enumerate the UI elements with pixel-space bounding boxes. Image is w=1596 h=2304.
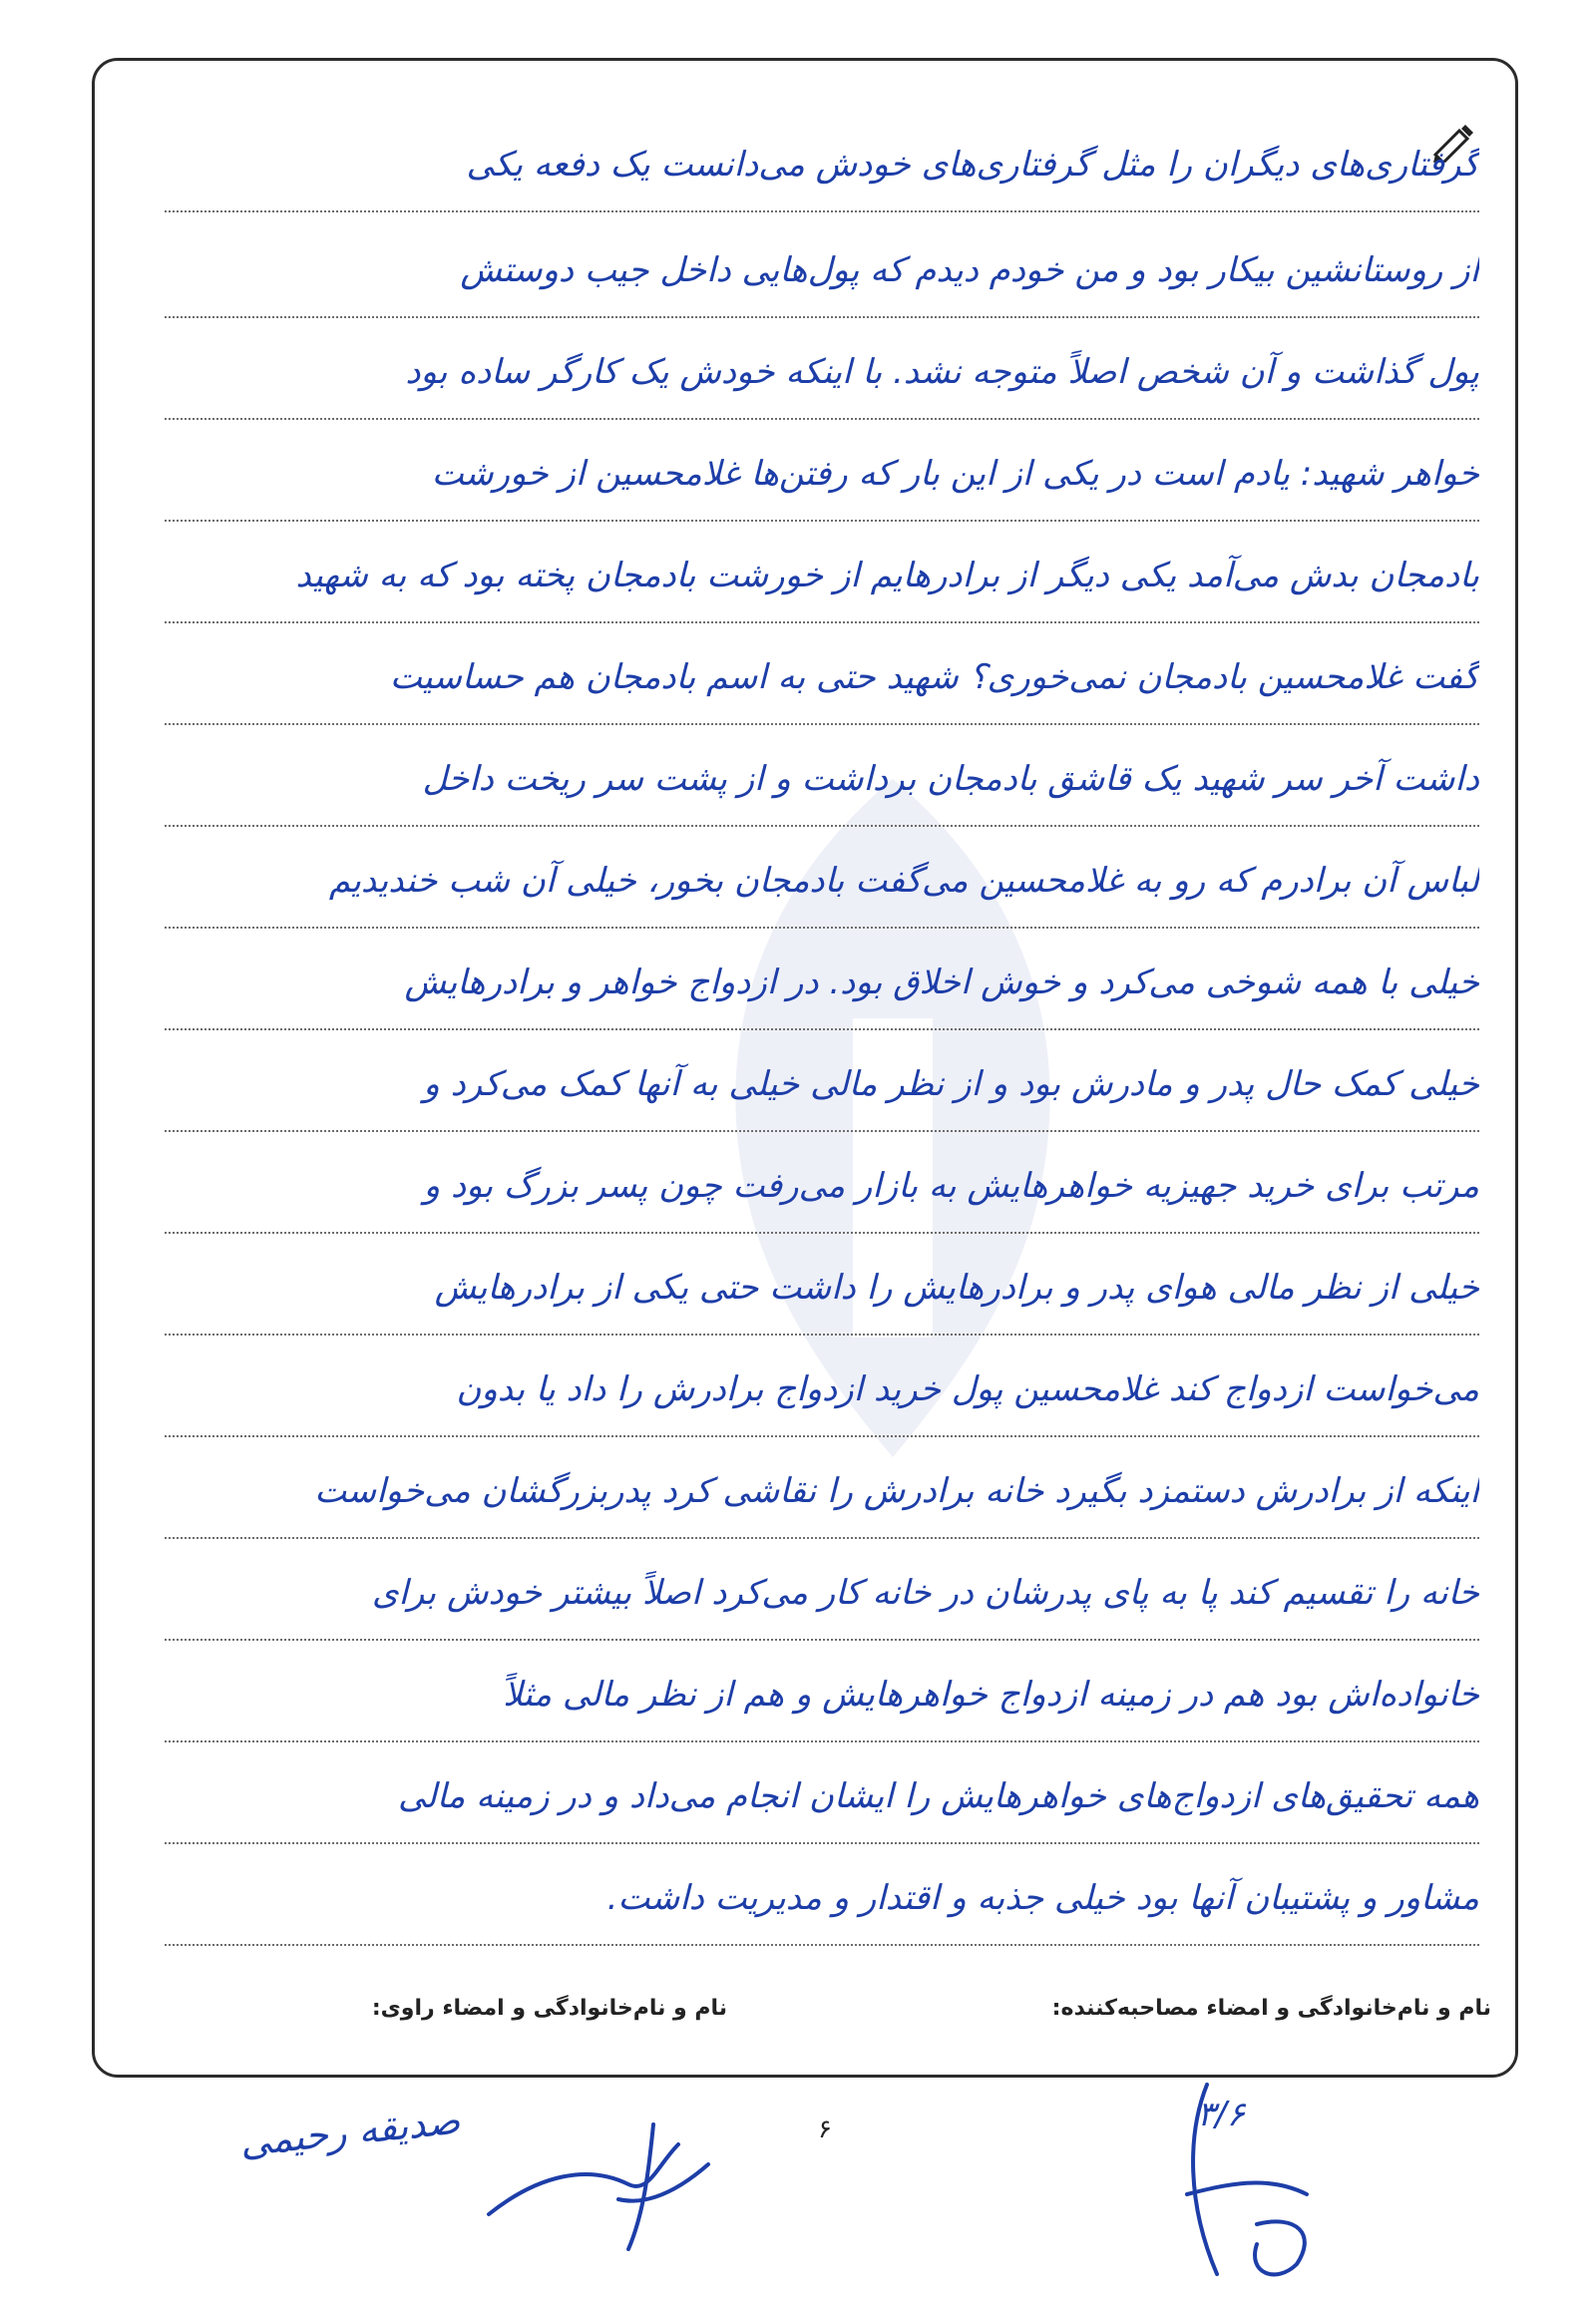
text-line: خانه را تقسیم کند پا به پای پدرشان در خانه کار می‌کرد اصلاً بیشتر خودش برای (165, 1547, 1479, 1641)
text-line: خواهر شهید: یادم است در یکی از این بار که رفتن‌ها غلامحسین از خورشت (165, 428, 1479, 522)
page-number: ۶ (818, 2114, 832, 2144)
text-line: داشت آخر سر شهید یک قاشق بادمجان برداشت و از پشت سر ریخت داخل (165, 733, 1479, 827)
narrator-signature-mark (479, 2105, 738, 2254)
text-line: مشاور و پشتیبان آنها بود خیلی جذبه و اقتدار و مدیریت داشت. (165, 1852, 1479, 1946)
text-line: همه تحقیق‌های ازدواج‌های خواهرهایش را ایشان انجام می‌داد و در زمینه مالی (165, 1750, 1479, 1844)
interviewer-signature-mark (1147, 2075, 1347, 2294)
text-line: مرتب برای خرید جهیزیه خواهرهایش به بازار می‌رفت چون پسر بزرگ بود و (165, 1140, 1479, 1234)
text-line: لباس آن برادرم که رو به غلامحسین می‌گفت بادمجان بخور، خیلی آن شب خندیدیم (165, 835, 1479, 929)
text-line: خیلی از نظر مالی هوای پدر و برادرهایش را داشت حتی یکی از برادرهایش (165, 1242, 1479, 1336)
interviewer-date-note: ۳/۶ (1197, 2095, 1245, 2134)
interviewer-signature-label: نام و نام‌خانوادگی و امضاء مصاحبه‌کننده: (1051, 1996, 1491, 2021)
text-line: بادمجان بدش می‌آمد یکی دیگر از برادرهایم از خورشت بادمجان پخته بود که به شهید (165, 530, 1479, 623)
signature-labels (95, 1996, 1515, 2046)
text-line: اینکه از برادرش دستمزد بگیرد خانه برادرش را نقاشی کرد پدربزرگشان می‌خواست (165, 1445, 1479, 1539)
text-line: خیلی با همه شوخی می‌کرد و خوش اخلاق بود. در ازدواج خواهر و برادرهایش (165, 937, 1479, 1030)
page-frame (92, 58, 1518, 2078)
text-line: می‌خواست ازدواج کند غلامحسین پول خرید ازدواج برادرش را داد یا بدون (165, 1344, 1479, 1437)
text-line: گفت غلامحسین بادمجان نمی‌خوری؟ شهید حتی به اسم بادمجان هم حساسیت (165, 631, 1479, 725)
text-line: خانواده‌اش بود هم در زمینه ازدواج خواهرهایش و هم از نظر مالی مثلاً (165, 1649, 1479, 1742)
text-line: خیلی کمک حال پدر و مادرش بود و از نظر مالی خیلی به آنها کمک می‌کرد و (165, 1038, 1479, 1132)
narrator-signature-label: نام و نام‌خانوادگی و امضاء راوی: (371, 1996, 727, 2021)
text-line: گرفتاری‌های دیگران را مثل گرفتاری‌های خودش می‌دانست یک دفعه یکی (165, 119, 1479, 212)
narrator-name-handwritten: صدیقه رحیمی (237, 2098, 463, 2165)
text-line: از روستانشین بیکار بود و من خودم دیدم که پول‌هایی داخل جیب دوستش (165, 224, 1479, 318)
handwritten-body (95, 61, 1515, 2075)
text-line: پول گذاشت و آن شخص اصلاً متوجه نشد. با اینکه خودش یک کارگر ساده بود (165, 326, 1479, 420)
